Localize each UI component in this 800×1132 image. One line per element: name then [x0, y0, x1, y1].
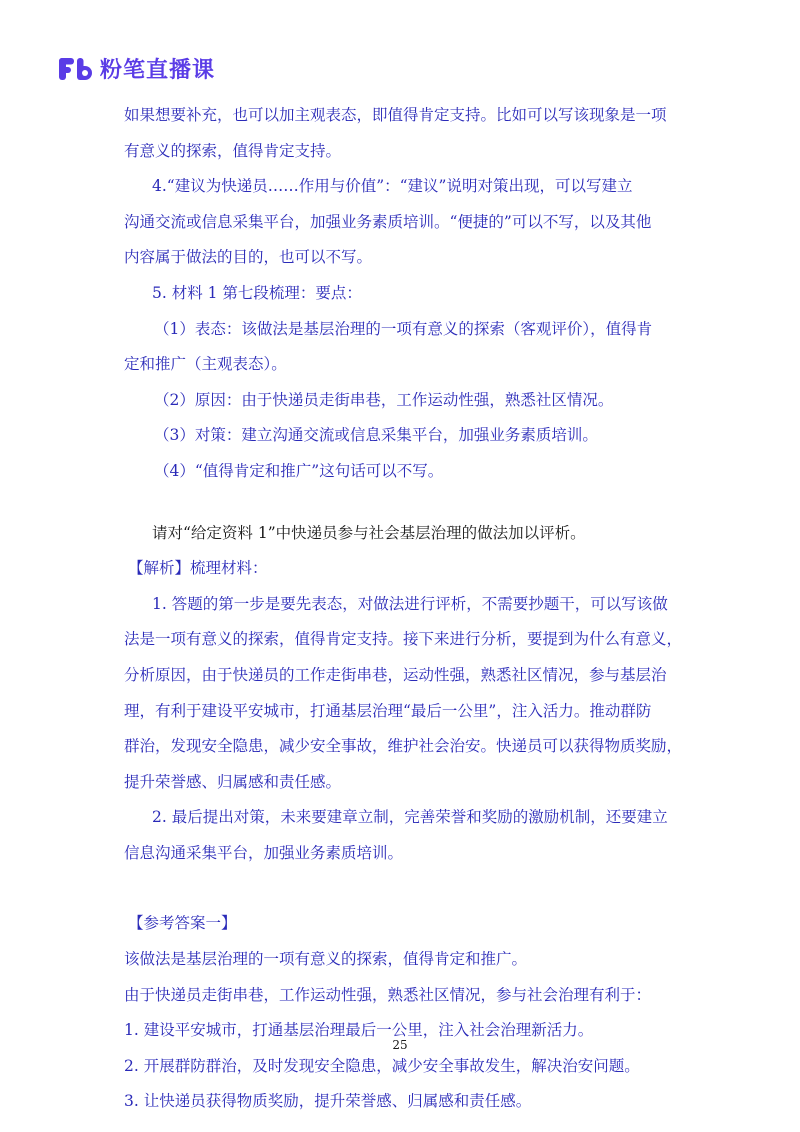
brand-logo — [58, 53, 215, 84]
body-line: 由于快递员走街串巷，工作运动性强，熟悉社区情况，参与社会治理有利于： — [124, 985, 652, 1004]
body-line: 2. 最后提出对策，未来要建章立制，完善荣誉和奖励的激励机制，还要建立 — [152, 808, 668, 827]
body-line: 内容属于做法的目的，也可以不写。 — [124, 248, 373, 267]
body-line: 理，有利于建设平安城市，打通基层治理“最后一公里”，注入活力。推动群防 — [124, 701, 652, 720]
body-line: 定和推广（主观表态）。 — [124, 355, 287, 374]
body-line: 1. 建设平安城市，打通基层治理最后一公里，注入社会治理新活力。 — [124, 1021, 594, 1040]
page-number: 25 — [392, 1038, 408, 1052]
spacer — [124, 490, 684, 516]
question-text: 请对“给定资料 1”中快递员参与社会基层治理的做法加以评析。 — [152, 523, 586, 542]
answer-heading: 【参考答案一】 — [128, 914, 237, 933]
body-line: 分析原因，由于快递员的工作走街串巷，运动性强，熟悉社区情况，参与基层治 — [124, 665, 667, 684]
page-content — [124, 98, 684, 1120]
body-line: 有意义的探索，值得肯定支持。 — [124, 141, 342, 160]
body-line: 4.“建议为快递员……作用与价值”：“建议”说明对策出现，可以写建立 — [152, 177, 633, 196]
spacer — [124, 871, 684, 906]
body-line: （4）“值得肯定和推广”这句话可以不写。 — [154, 461, 444, 480]
body-line: 该做法是基层治理的一项有意义的探索，值得肯定和推广。 — [124, 950, 528, 969]
body-line: 1. 答题的第一步是要先表态，对做法进行评析，不需要抄题干，可以写该做 — [152, 594, 668, 613]
body-line: 3. 让快递员获得物质奖励，提升荣誉感、归属感和责任感。 — [124, 1092, 532, 1111]
analysis-heading: 【解析】梳理材料： — [128, 559, 268, 578]
body-line: 2. 开展群防群治，及时发现安全隐患，减少安全事故发生，解决治安问题。 — [124, 1056, 640, 1075]
body-line: （2）原因：由于快递员走街串巷，工作运动性强，熟悉社区情况。 — [154, 390, 614, 409]
body-line: 信息沟通采集平台，加强业务素质培训。 — [124, 843, 404, 862]
logo-text: 粉笔直播课 — [100, 58, 216, 83]
body-line: （1）表态：该做法是基层治理的一项有意义的探索（客观评价），值得肯 — [154, 319, 653, 338]
body-line: 5. 材料 1 第七段梳理：要点： — [152, 283, 362, 302]
body-line: 如果想要补充，也可以加主观表态，即值得肯定支持。比如可以写该现象是一项 — [124, 106, 667, 124]
body-line: 群治，发现安全隐患，减少安全事故，维护社会治安。快递员可以获得物质奖励， — [124, 737, 683, 756]
body-line: 提升荣誉感、归属感和责任感。 — [124, 772, 342, 791]
fb-logo-icon — [58, 56, 94, 82]
body-line: 沟通交流或信息采集平台，加强业务素质培训。“便捷的”可以不写，以及其他 — [124, 212, 652, 231]
body-line: （3）对策：建立沟通交流或信息采集平台，加强业务素质培训。 — [154, 426, 598, 445]
body-line: 法是一项有意义的探索，值得肯定支持。接下来进行分析，要提到为什么有意义， — [124, 630, 683, 649]
